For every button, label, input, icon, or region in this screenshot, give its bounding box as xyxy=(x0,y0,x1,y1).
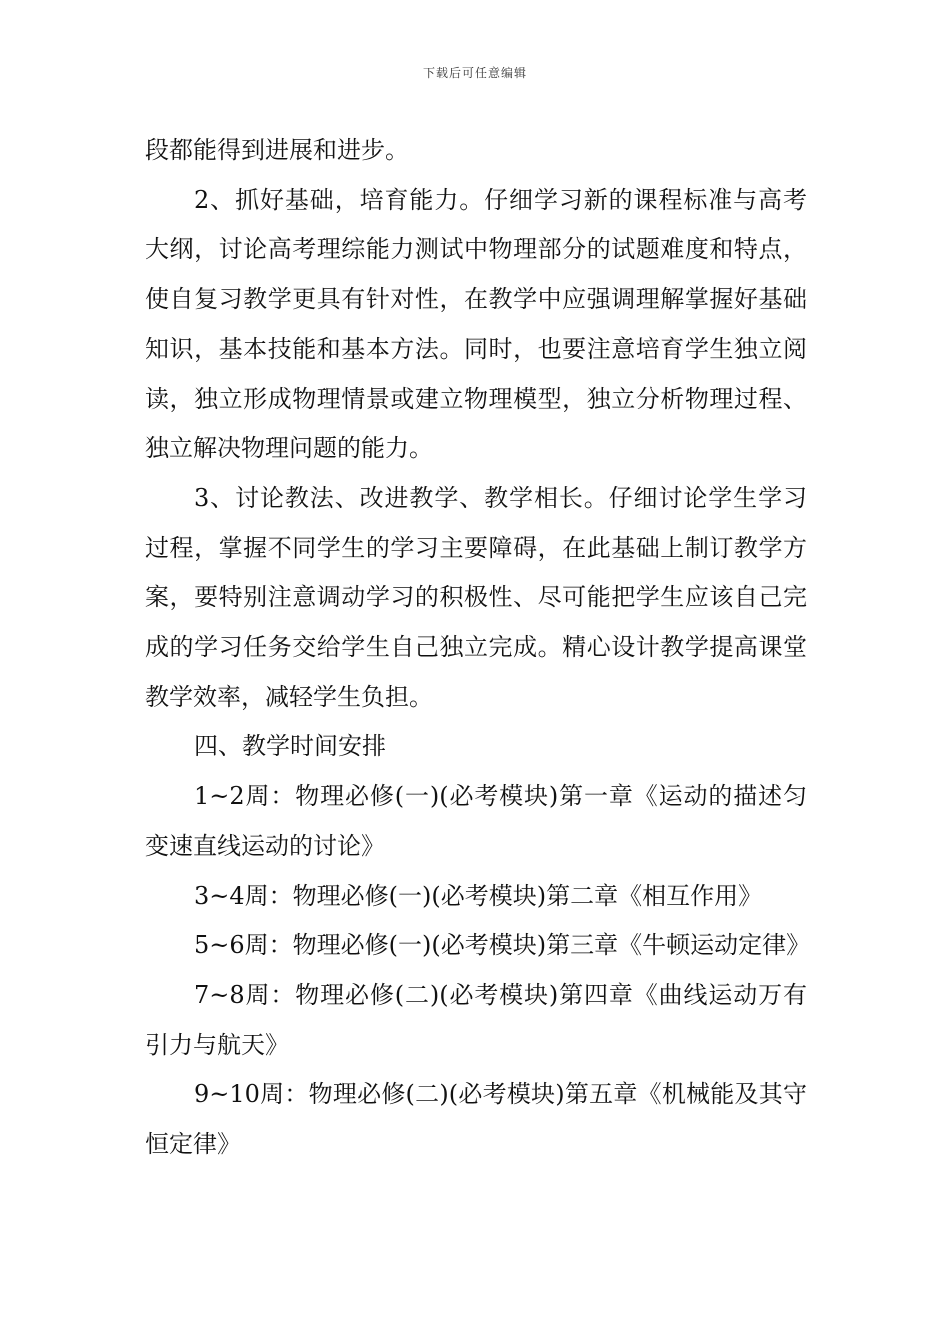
schedule-item-weeks-9-10: 9~10周：物理必修(二)(必考模块)第五章《机械能及其守恒定律》 xyxy=(145,1080,807,1159)
paragraph-item-2: 2、抓好基础，培育能力。仔细学习新的课程标准与高考大纲，讨论高考理综能力测试中物理部分的试题难度和特点，使自复习教学更具有针对性，在教学中应强调理解掌握好基础知识，基本技能和基本方法。同时，也要注意培育学生独立阅读，独立形成物理情景或建立物理模型，独立分析物理过程、独立解决物理问题的能力。 xyxy=(145,185,807,463)
document-body xyxy=(145,126,811,1170)
schedule-item-weeks-3-4: 3~4周：物理必修(一)(必考模块)第二章《相互作用》 xyxy=(194,881,763,910)
section-heading-schedule: 四、教学时间安排 xyxy=(194,732,386,761)
schedule-item-weeks-1-2: 1~2周：物理必修(一)(必考模块)第一章《运动的描述匀变速直线运动的讨论》 xyxy=(145,782,807,860)
schedule-item-weeks-5-6: 5~6周：物理必修(一)(必考模块)第三章《牛顿运动定律》 xyxy=(194,931,811,960)
schedule-item-weeks-7-8: 7~8周：物理必修(二)(必考模块)第四章《曲线运动万有引力与航天》 xyxy=(145,980,807,1059)
page-header: 下载后可任意编辑 xyxy=(422,66,527,80)
paragraph-continuation: 段都能得到进展和进步。 xyxy=(145,136,409,164)
paragraph-item-3: 3、讨论教法、改进教学、教学相长。仔细讨论学生学习过程，掌握不同学生的学习主要障碍，在此基础上制订教学方案，要特别注意调动学习的积极性、尽可能把学生应该自己完成的学习任务交给学生自己独立完成。精心设计教学提高课堂教学效率，减轻学生负担。 xyxy=(145,483,807,711)
